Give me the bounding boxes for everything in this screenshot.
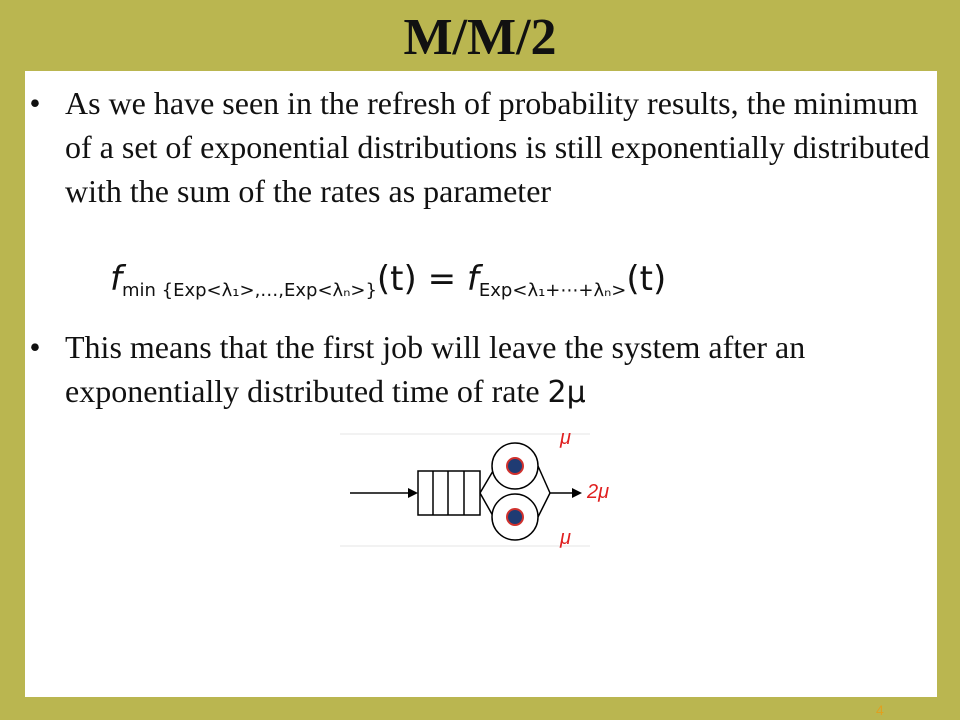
server-bottom-job	[507, 509, 523, 525]
min-exponential-formula	[110, 259, 666, 319]
bullet-2-rate: 2μ	[547, 375, 586, 410]
output-rate-label: 2μ	[587, 481, 610, 503]
mm2-queue-diagram	[340, 426, 610, 556]
queue-buffer	[418, 471, 480, 515]
formula-arg-rhs: (t)	[626, 259, 667, 299]
bullet-2-text: This means that the first job will leave the system after an exponentially distributed time of rate	[65, 329, 806, 409]
slide-title: M/M/2	[403, 9, 557, 66]
bullet-1-text: As we have seen in the refresh of probability results, the minimum of a set of exponential distributions is still exponentially distributed with the sum of the rates as parameter	[65, 85, 930, 209]
bullet-dot: •	[29, 329, 41, 365]
page-number: 4	[876, 702, 884, 718]
formula-lhs-subscript: min {Exp<λ₁>,…,Exp<λₙ>}	[121, 280, 377, 301]
merge-line-top	[538, 466, 550, 493]
slide-content	[25, 71, 937, 697]
formula-arg-lhs: (t)	[376, 259, 417, 299]
bullet-dot: •	[29, 85, 41, 121]
bullet-1	[25, 81, 930, 261]
formula-equals: =	[427, 259, 457, 299]
formula-f-lhs: f	[110, 259, 122, 299]
server-bottom-rate-label: μ	[560, 527, 571, 549]
bullet-2	[25, 325, 930, 415]
split-line-bottom	[480, 493, 493, 516]
server-top-rate-label: μ	[560, 427, 571, 449]
bullet-2-body	[65, 325, 930, 415]
server-top	[492, 443, 538, 489]
server-top-job	[507, 458, 523, 474]
departure-arrowhead	[572, 488, 582, 498]
formula-rhs-subscript: Exp<λ₁+⋯+λₙ>	[478, 280, 627, 301]
arrival-arrowhead	[408, 488, 418, 498]
formula-f-rhs: f	[466, 259, 479, 299]
merge-line-bottom	[538, 493, 550, 517]
split-line-top	[480, 471, 493, 493]
server-bottom	[492, 494, 538, 540]
